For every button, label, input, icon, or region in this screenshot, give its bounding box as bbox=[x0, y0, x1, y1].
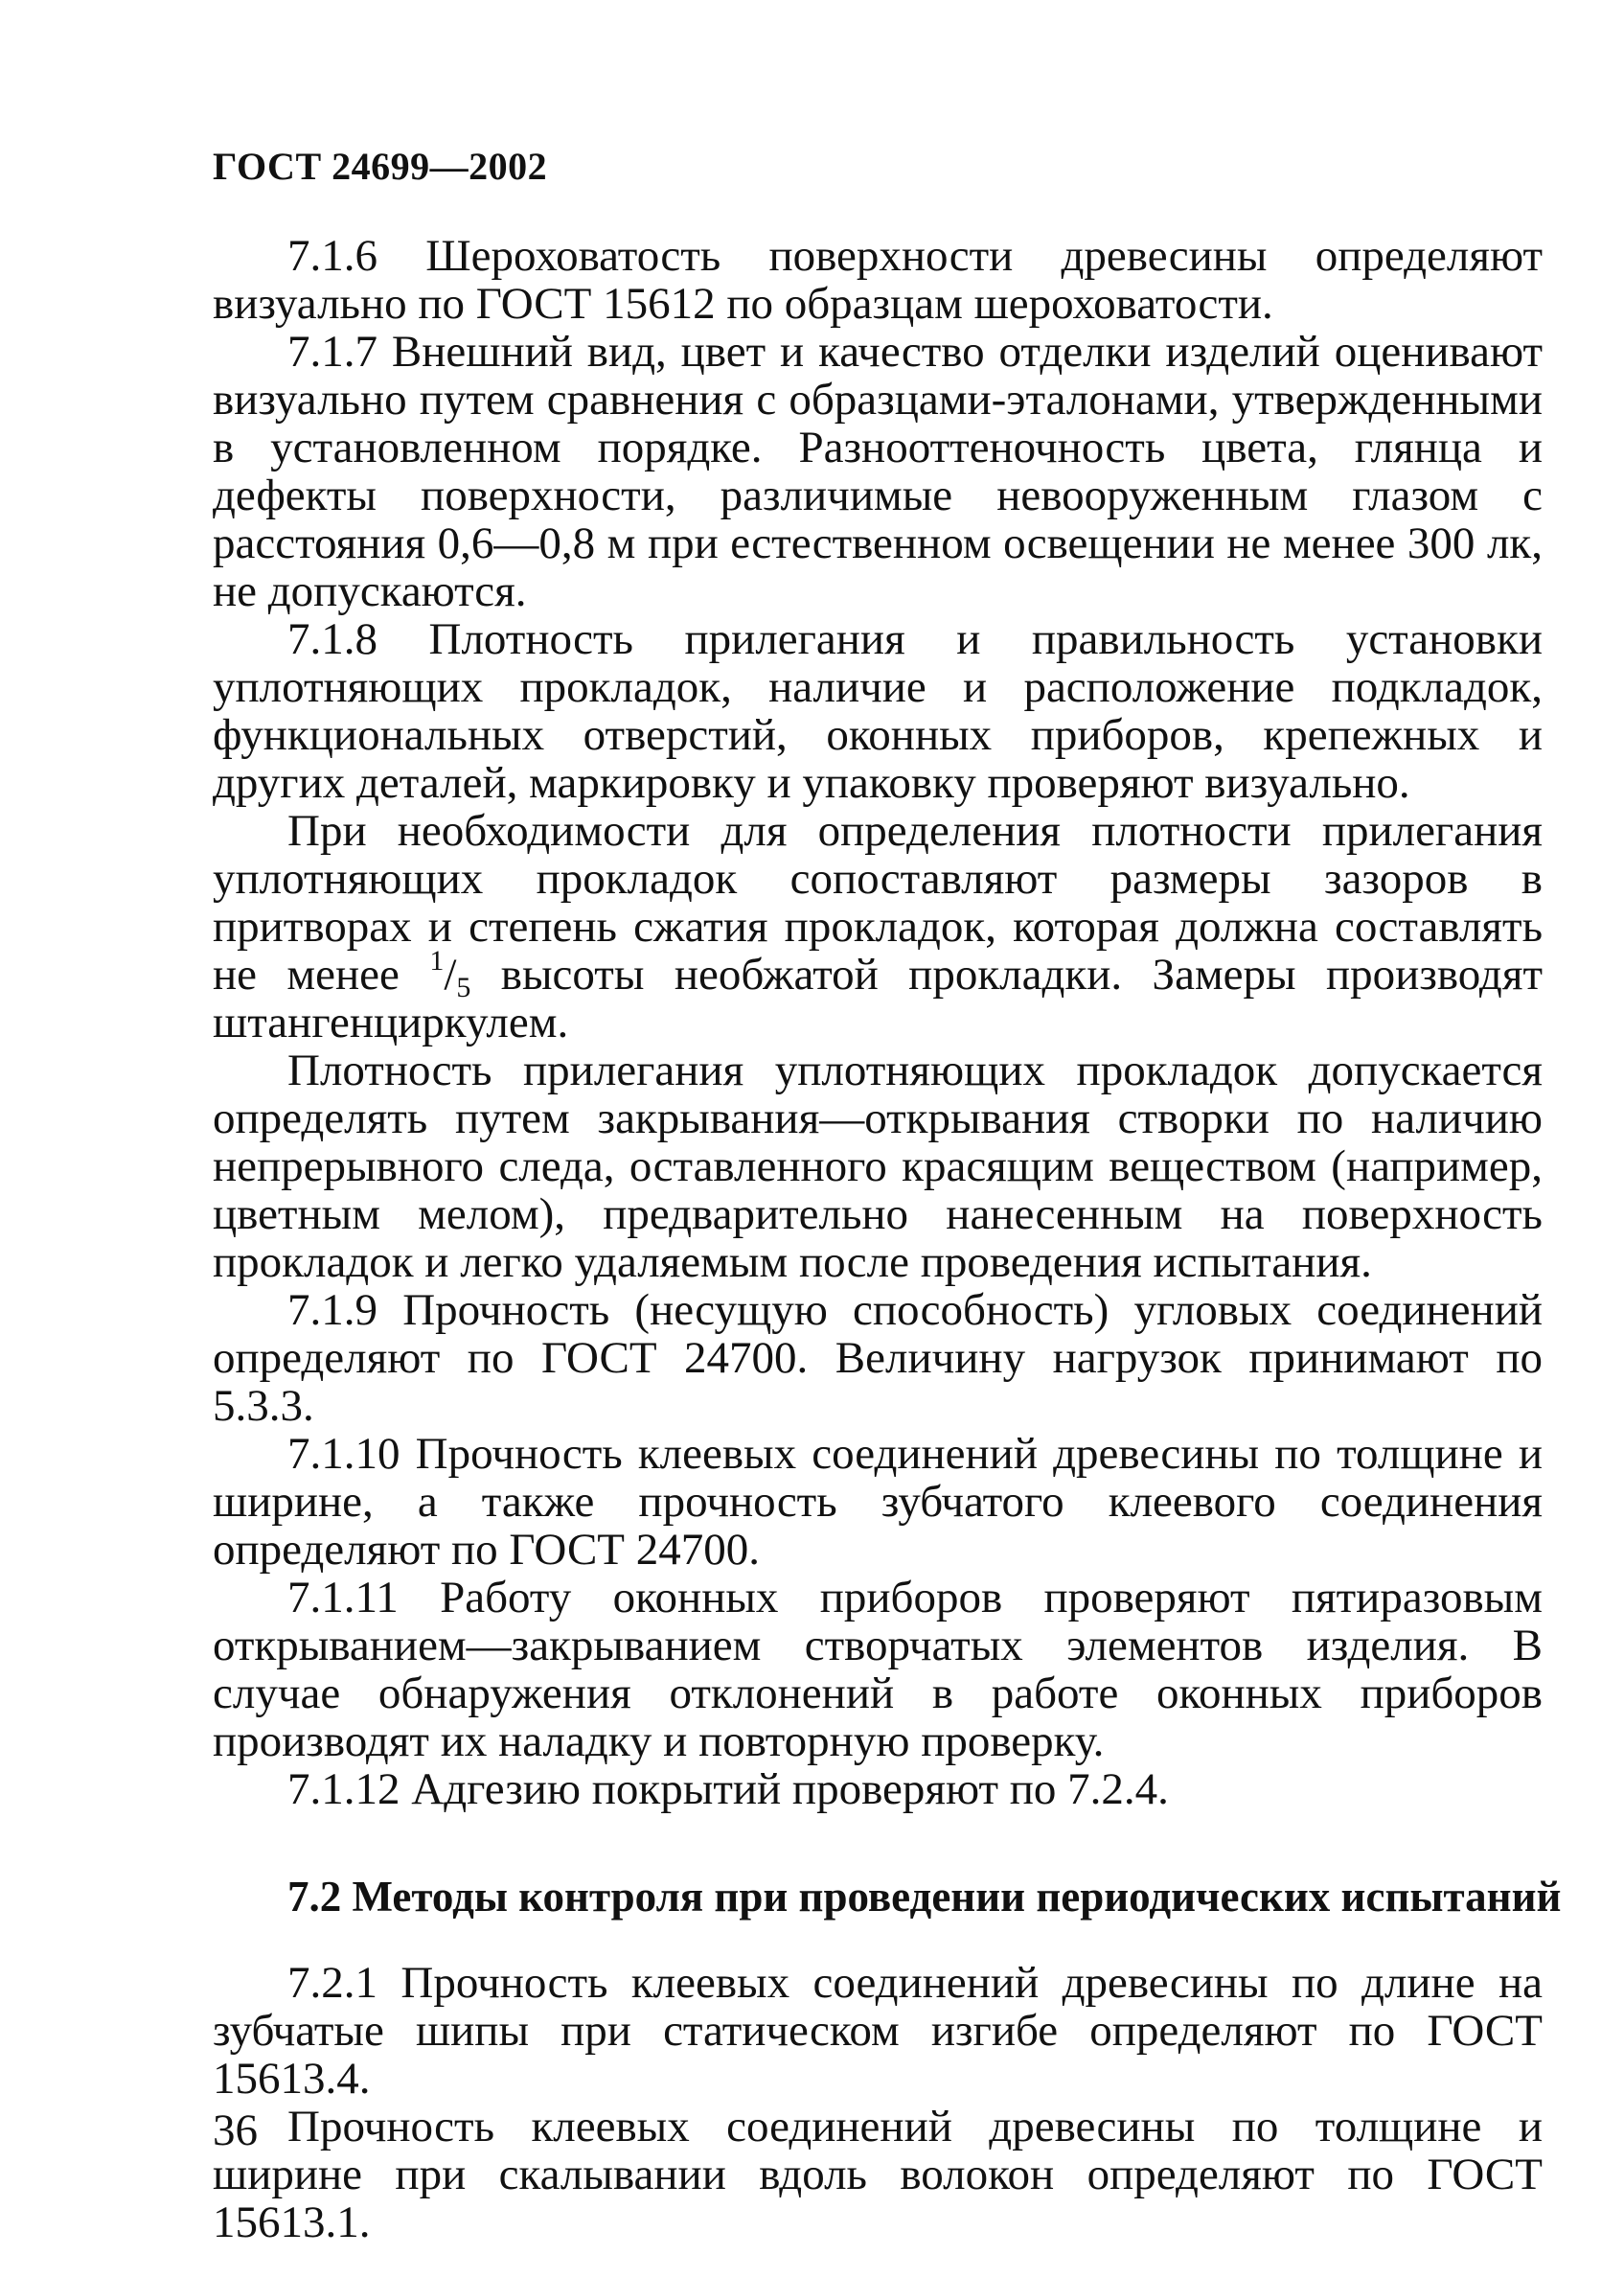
fraction-slash: / bbox=[444, 950, 457, 1000]
paragraph-7-1-6: 7.1.6 Шероховатость поверхности древесины определяют визуально по ГОСТ 15612 по образцам шероховатости. bbox=[213, 231, 1543, 329]
paragraph-7-1-11: 7.1.11 Работу оконных приборов проверяют пятиразовым открыванием—закрыванием створчатых элементов изделия. В случае обнаружения отклонений в работе оконных приборов производят их наладку и повторную проверку. bbox=[213, 1573, 1543, 1766]
fraction-one-fifth bbox=[429, 945, 471, 1003]
document-header: ГОСТ 24699—2002 bbox=[213, 145, 548, 188]
document-body bbox=[213, 231, 1562, 2247]
fraction-numerator: 1 bbox=[429, 945, 445, 977]
paragraph-7-2-1: 7.2.1 Прочность клеевых соединений древесины по длине на зубчатые шипы при статическом изгибе определяют по ГОСТ 15613.4. bbox=[213, 1958, 1543, 2104]
paragraph-gasket-compression bbox=[213, 807, 1543, 1047]
paragraph-gasket-compression-text-end: высоты необжатой прокладки. Замеры производят штангенциркулем. bbox=[213, 950, 1543, 1047]
page-number: 36 bbox=[213, 2105, 258, 2155]
fraction-denominator: 5 bbox=[456, 972, 471, 1003]
paragraph-7-1-9: 7.1.9 Прочность (несущую способность) угловых соединений определяют по ГОСТ 24700. Величину нагрузок принимают по 5.3.3. bbox=[213, 1285, 1543, 1431]
paragraph-7-1-8: 7.1.8 Плотность прилегания и правильность установки уплотняющих прокладок, наличие и расположение подкладок, функциональных отверстий, оконных приборов, крепежных и других деталей, маркировку и упаковку проверяют визуально. bbox=[213, 614, 1543, 808]
paragraph-gasket-compression-text: При необходимости для определения плотности прилегания уплотняющих прокладок сопоставляют размеры зазоров в притворах и степень сжатия прокладок, которая должна составлять не менее bbox=[213, 806, 1543, 1000]
section-heading-7-2: 7.2 Методы контроля при проведении периодических испытаний bbox=[287, 1873, 1562, 1921]
paragraph-7-1-12: 7.1.12 Адгезию покрытий проверяют по 7.2.4. bbox=[287, 1764, 1169, 1814]
paragraph-gasket-trace-test: Плотность прилегания уплотняющих прокладок допускается определять путем закрывания—открывания створки по наличию непрерывного следа, оставленного красящим веществом (например, цветным мелом), предварительно нанесенным на поверхность прокладок и легко удаляемым после проведения испытания. bbox=[213, 1046, 1543, 1287]
paragraph-shear-strength: Прочность клеевых соединений древесины по толщине и ширине при скалывании вдоль волокон определяют по ГОСТ 15613.1. bbox=[213, 2102, 1543, 2247]
paragraph-7-1-7: 7.1.7 Внешний вид, цвет и качество отделки изделий оценивают визуально путем сравнения с образцами-эталонами, утвержденными в установленном порядке. Разнооттеночность цвета, глянца и дефекты поверхности, различимые невооруженным глазом с расстояния 0,6—0,8 м при естественном освещении не менее 300 лк, не допускаются. bbox=[213, 327, 1543, 616]
paragraph-7-1-10: 7.1.10 Прочность клеевых соединений древесины по толщине и ширине, а также прочность зубчатого клеевого соединения определяют по ГОСТ 24700. bbox=[213, 1429, 1543, 1575]
